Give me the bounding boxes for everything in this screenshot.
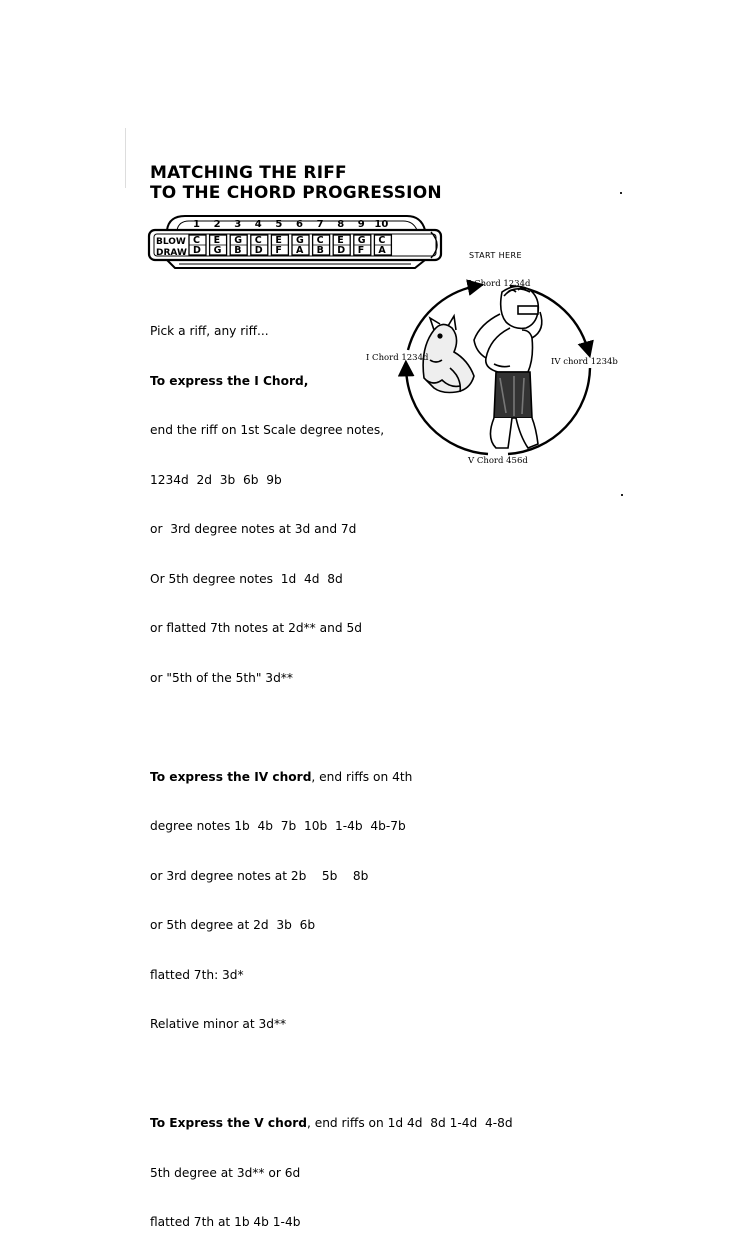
section3-heading-line bbox=[150, 1115, 513, 1132]
hole-number: 6 bbox=[296, 219, 303, 230]
blow-note: C bbox=[193, 235, 200, 246]
blow-note: E bbox=[275, 235, 282, 246]
draw-label: DRAW bbox=[156, 248, 187, 258]
blow-note: G bbox=[357, 235, 366, 246]
hole-number: 7 bbox=[316, 219, 324, 230]
section3-line: flatted 7th at 1b 4b 1-4b bbox=[150, 1215, 301, 1229]
section2-line: or 5th degree at 2d 3b 6b bbox=[150, 918, 316, 932]
section1-line: 1234d 2d 3b 6b 9b bbox=[150, 472, 282, 487]
hole-number: 4 bbox=[254, 219, 262, 230]
spacer bbox=[150, 719, 513, 736]
title-line-2: TO THE CHORD PROGRESSION bbox=[150, 183, 442, 203]
page-title bbox=[150, 163, 442, 203]
section1-heading-line bbox=[150, 373, 513, 390]
section1-line: or flatted 7th notes at 2d** and 5d bbox=[150, 621, 362, 635]
section2-heading-line bbox=[150, 769, 513, 786]
section3-heading: To Express the V chord bbox=[150, 1116, 307, 1130]
section2-line: or 3rd degree notes at 2b 5b 8b bbox=[150, 868, 369, 883]
section1-line: or 3rd degree notes at 3d and 7d bbox=[150, 522, 357, 536]
draw-note: F bbox=[275, 245, 282, 256]
scan-speck bbox=[620, 192, 622, 194]
draw-note: D bbox=[337, 245, 346, 256]
blow-note: G bbox=[296, 235, 304, 246]
hole-number: 2 bbox=[213, 219, 221, 230]
hole-number: 9 bbox=[357, 219, 365, 230]
blow-note: G bbox=[234, 235, 242, 246]
spacer bbox=[150, 1066, 513, 1083]
intro-line: Pick a riff, any riff... bbox=[150, 324, 269, 338]
harmonica-illustration bbox=[145, 208, 445, 274]
hole-number: 3 bbox=[234, 219, 242, 230]
hole-number: 5 bbox=[275, 219, 283, 230]
draw-note: A bbox=[378, 245, 386, 256]
blow-label: BLOW bbox=[156, 237, 186, 247]
scan-speck bbox=[621, 494, 623, 496]
blow-note: C bbox=[378, 235, 386, 246]
v-chord-label: V Chord 456d bbox=[468, 456, 528, 466]
draw-note: D bbox=[254, 245, 263, 256]
blow-note: C bbox=[254, 235, 262, 246]
section3-heading-suffix: , end riffs on 1d 4d 8d 1-4d 4-8d bbox=[306, 1116, 513, 1130]
section1-line: or "5th of the 5th" 3d** bbox=[150, 670, 293, 685]
section1-line: Or 5th degree notes 1d 4d 8d bbox=[150, 571, 343, 586]
hole-number: 8 bbox=[337, 219, 345, 230]
blow-note: C bbox=[316, 235, 324, 246]
section2-line: Relative minor at 3d** bbox=[150, 1017, 287, 1031]
instruction-text bbox=[150, 290, 513, 1247]
draw-note: B bbox=[316, 245, 324, 256]
iv-chord-label: IV chord 1234b bbox=[551, 357, 618, 367]
hole-number: 10 bbox=[374, 219, 389, 230]
section1-heading: To express the I Chord bbox=[150, 373, 304, 388]
draw-note: B bbox=[234, 245, 242, 256]
section1-line: end the riff on 1st Scale degree notes, bbox=[150, 423, 385, 437]
draw-note: A bbox=[296, 245, 304, 256]
scan-edge-line bbox=[125, 128, 126, 188]
blow-note: E bbox=[337, 235, 344, 246]
section2-line: degree notes 1b 4b 7b 10b 1-4b 4b-7b bbox=[150, 819, 406, 833]
blow-note: E bbox=[213, 235, 221, 246]
section2-line: flatted 7th: 3d* bbox=[150, 967, 244, 982]
section1-heading-suffix: , bbox=[303, 373, 309, 388]
section3-line: 5th degree at 3d** or 6d bbox=[150, 1165, 301, 1180]
section2-heading-suffix: , end riffs on 4th bbox=[311, 769, 413, 784]
draw-note: D bbox=[193, 245, 201, 256]
start-here-label: START HERE bbox=[469, 251, 522, 260]
hole-number: 1 bbox=[193, 219, 200, 230]
i-chord-left-label: I Chord 1234d bbox=[366, 353, 429, 363]
draw-note: G bbox=[213, 245, 222, 256]
section2-heading: To express the IV chord bbox=[150, 769, 312, 784]
title-line-1: MATCHING THE RIFF bbox=[150, 163, 347, 183]
draw-note: F bbox=[357, 245, 365, 256]
i-chord-top-label: I Chord 1234d bbox=[468, 279, 531, 289]
